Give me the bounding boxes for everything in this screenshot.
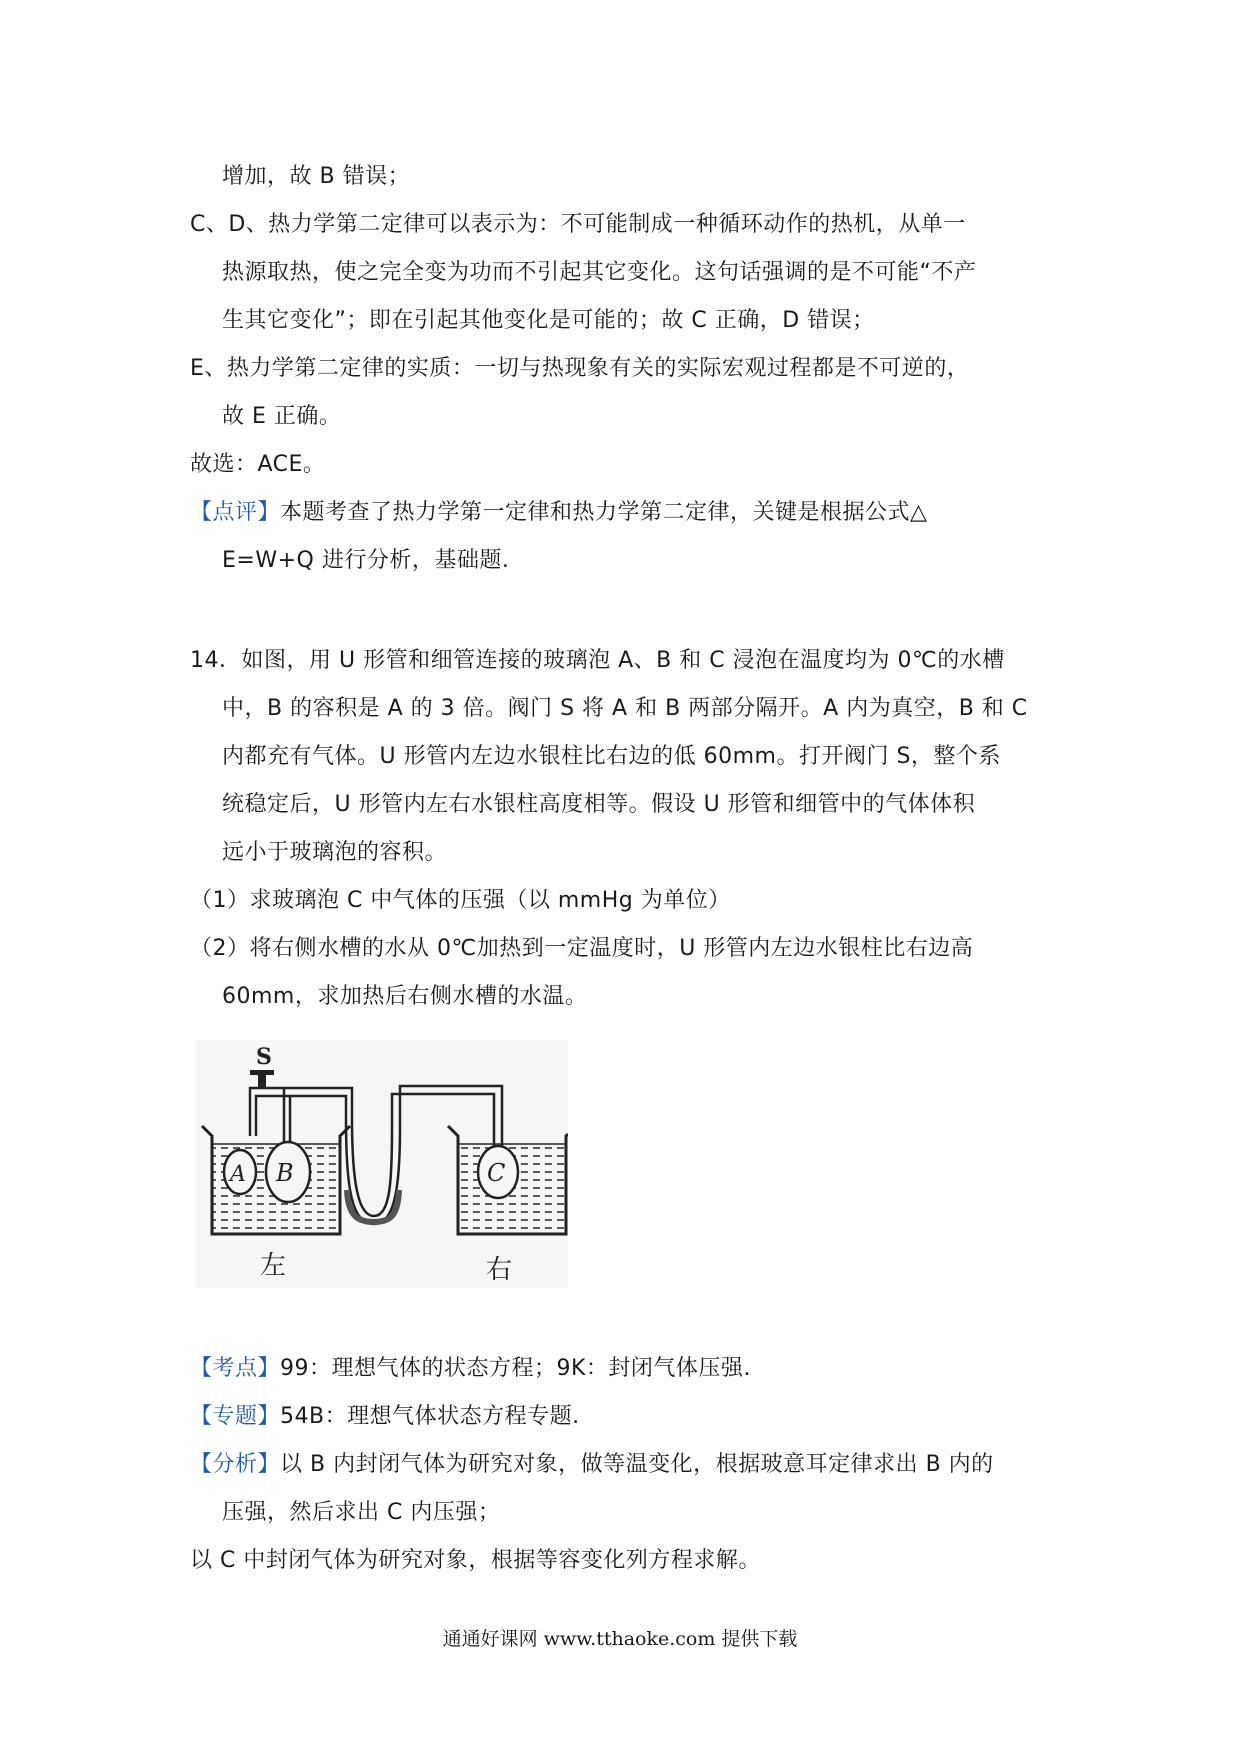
text-line: 中，B 的容积是 A 的 3 倍。阀门 S 将 A 和 B 两部分隔开。A 内为真空，B 和 C xyxy=(222,696,1028,721)
bulb-b-label: B xyxy=(276,1159,294,1187)
valve-label: S xyxy=(256,1044,272,1070)
text-line: E=W+Q 进行分析，基础题. xyxy=(222,548,510,573)
text-line: 统稳定后，U 形管内左右水银柱高度相等。假设 U 形管和细管中的气体体积 xyxy=(222,792,976,817)
analysis-line: 【分析】以 B 内封闭气体为研究对象，做等温变化，根据玻意耳定律求出 B 内的 xyxy=(190,1452,994,1477)
knowledge-point-line: 【考点】99：理想气体的状态方程；9K：封闭气体压强. xyxy=(190,1356,751,1381)
text-line: 内都充有气体。U 形管内左边水银柱比右边的低 60mm。打开阀门 S，整个系 xyxy=(222,744,1001,769)
answer-line: 故选：ACE。 xyxy=(190,452,326,477)
bulb-a-label: A xyxy=(230,1162,246,1187)
page-footer: 通通好课网 www.tthaoke.com 提供下载 xyxy=(442,1628,798,1650)
text-line: 60mm，求加热后右侧水槽的水温。 xyxy=(222,984,588,1009)
text-line: 热源取热，使之完全变为功而不引起其它变化。这句话强调的是不可能“不产 xyxy=(222,260,977,285)
text-line: 故 E 正确。 xyxy=(222,404,342,429)
bulb-c-label: C xyxy=(487,1159,506,1187)
topic-tag: 【专题】 xyxy=(190,1404,281,1429)
text-line: 生其它变化”；即在引起其他变化是可能的；故 C 正确，D 错误； xyxy=(222,308,875,333)
comment-tag: 【点评】 xyxy=(190,500,281,525)
text-line: 压强，然后求出 C 内压强； xyxy=(222,1500,501,1525)
analysis-tag: 【分析】 xyxy=(190,1452,281,1477)
text-line: C、D、热力学第二定律可以表示为：不可能制成一种循环动作的热机，从单一 xyxy=(190,212,966,237)
text-line: E、热力学第二定律的实质：一切与热现象有关的实际宏观过程都是不可逆的， xyxy=(190,356,970,381)
u-tube-diagram xyxy=(196,1040,568,1288)
comment-line: 【点评】本题考查了热力学第一定律和热力学第二定律，关键是根据公式△ xyxy=(190,500,928,525)
text-line: 远小于玻璃泡的容积。 xyxy=(222,840,448,865)
question-title: 14．如图，用 U 形管和细管连接的玻璃泡 A、B 和 C 浸泡在温度均为 0℃的水槽 xyxy=(190,648,1005,673)
sub-question-1: （1）求玻璃泡 C 中气体的压强（以 mmHg 为单位） xyxy=(190,888,731,913)
right-label: 右 xyxy=(486,1255,513,1285)
text-line: 以 C 中封闭气体为研究对象，根据等容变化列方程求解。 xyxy=(190,1548,761,1573)
left-label: 左 xyxy=(260,1251,287,1281)
topic-line: 【专题】54B：理想气体状态方程专题. xyxy=(190,1404,580,1429)
knowledge-point-tag: 【考点】 xyxy=(190,1356,281,1381)
text-line: 增加，故 B 错误； xyxy=(222,164,411,189)
sub-question-2: （2）将右侧水槽的水从 0℃加热到一定温度时，U 形管内左边水银柱比右边高 xyxy=(190,936,974,961)
